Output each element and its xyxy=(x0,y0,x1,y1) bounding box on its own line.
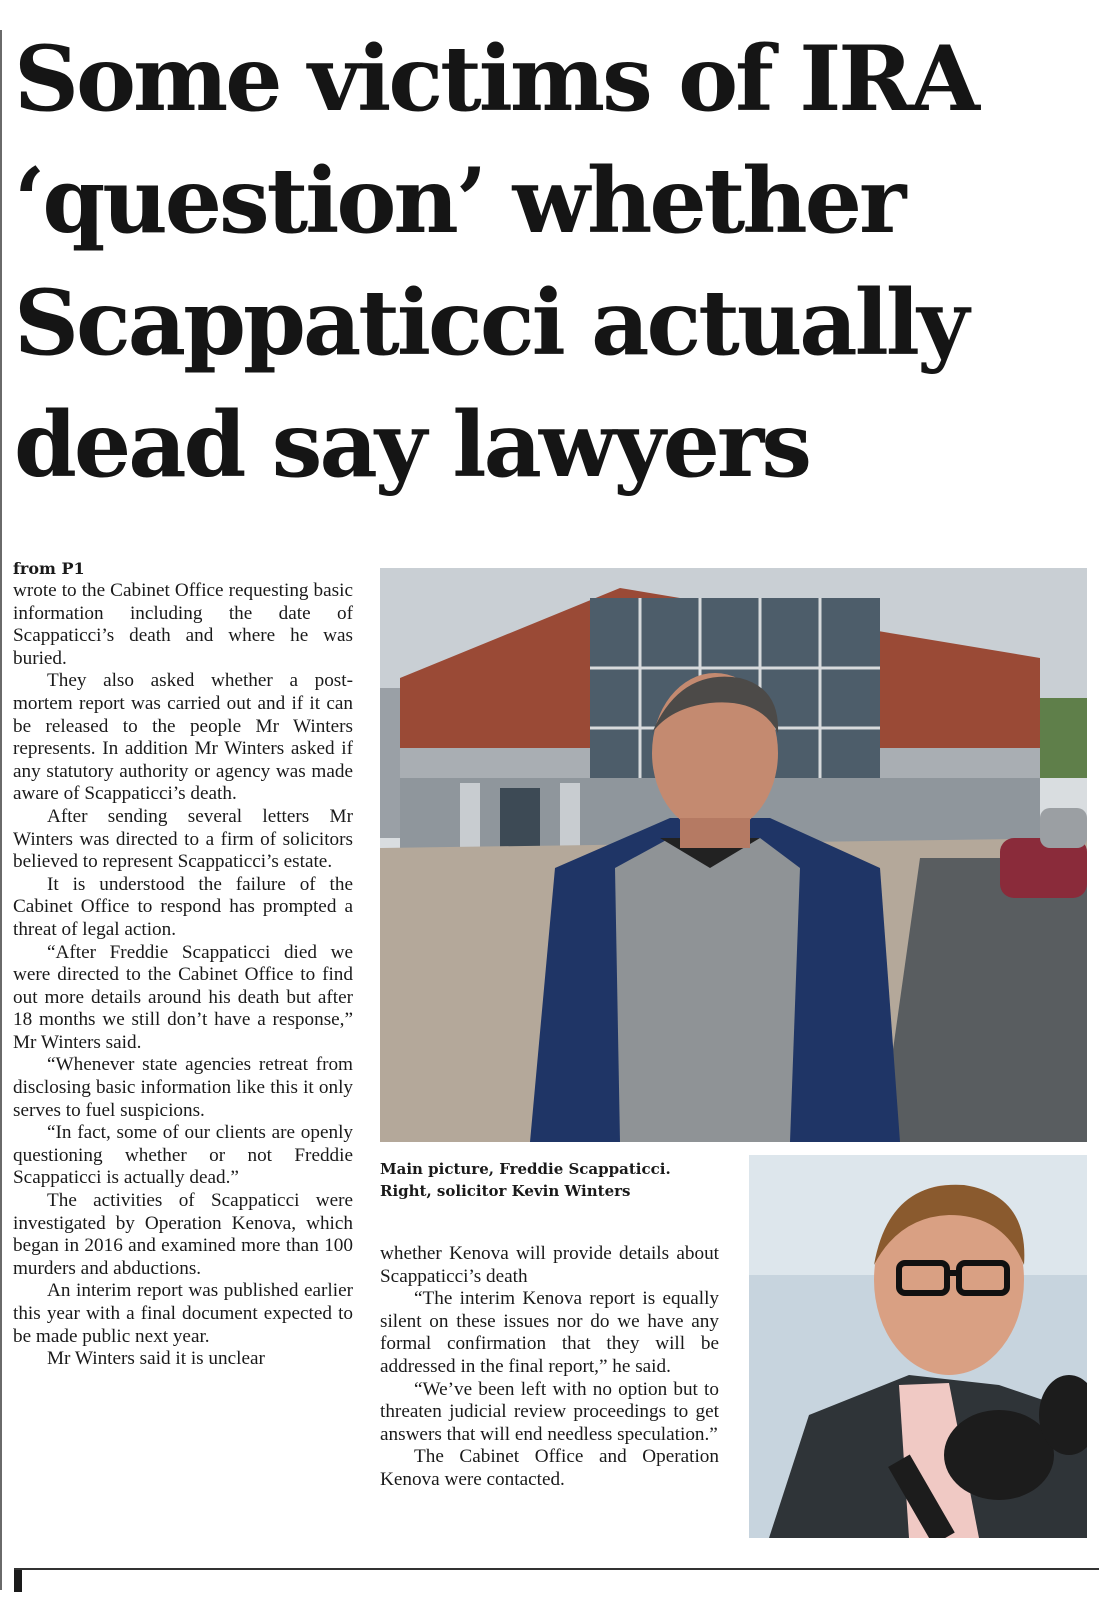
bottom-rule xyxy=(14,1568,1099,1570)
solicitor-photo xyxy=(749,1155,1087,1538)
caption-line-2: Right, solicitor Kevin Winters xyxy=(380,1182,631,1200)
paragraph: “In fact, some of our clients are openly questioning whether or not Freddie Scappaticci is actually dead.” xyxy=(13,1122,353,1189)
headline-line-2: ‘question’ whether xyxy=(14,148,904,254)
headline xyxy=(14,18,1094,506)
section-marker xyxy=(14,1570,22,1592)
left-column-rule xyxy=(0,30,2,1590)
main-photo xyxy=(380,568,1087,1142)
headline-line-3: Scappaticci actually xyxy=(14,270,967,376)
paragraph: “We’ve been left with no option but to threaten judicial review proceedings to get answers that will end needless speculation.” xyxy=(380,1378,719,1445)
continuation-byline: from P1 xyxy=(13,559,85,578)
paragraph: It is understood the failure of the Cabinet Office to respond has prompted a threat of legal action. xyxy=(13,873,353,940)
paragraph: The activities of Scappaticci were investigated by Operation Kenova, which began in 2016 and examined more than 100 murders and abductions. xyxy=(13,1190,353,1279)
paragraph: The Cabinet Office and Operation Kenova were contacted. xyxy=(380,1446,719,1490)
article-column-right xyxy=(380,1243,719,1492)
caption-line-1: Main picture, Freddie Scappaticci. xyxy=(380,1160,671,1178)
headline-line-1: Some victims of IRA xyxy=(14,26,977,132)
paragraph: “After Freddie Scappaticci died we were directed to the Cabinet Office to find out more details around his death but after 18 months we still don’t have a response,” Mr Winters said. xyxy=(13,941,353,1053)
paragraph: wrote to the Cabinet Office requesting basic information including the date of Scappaticci’s death and where he was buried. xyxy=(13,580,353,669)
paragraph: whether Kenova will provide details about Scappaticci’s death xyxy=(380,1243,719,1287)
paragraph: An interim report was published earlier this year with a final document expected to be made public next year. xyxy=(13,1280,353,1347)
paragraph: Mr Winters said it is unclear xyxy=(47,1348,265,1370)
paragraph: “Whenever state agencies retreat from disclosing basic information like this it only serves to fuel suspicions. xyxy=(13,1054,353,1121)
paragraph: “The interim Kenova report is equally silent on these issues nor do we have any formal confirmation that they will be addressed in the final report,” he said. xyxy=(380,1288,719,1377)
photo-caption xyxy=(380,1158,720,1202)
headline-line-4: dead say lawyers xyxy=(14,392,810,498)
paragraph: After sending several letters Mr Winters was directed to a firm of solicitors believed to represent Scappaticci’s estate. xyxy=(13,805,353,873)
paragraph: They also asked whether a post-mortem report was carried out and if it can be released to the people Mr Winters represents. In addition Mr Winters asked if any statutory authority or agency was made aware of Scappaticci’s death. xyxy=(13,670,353,805)
article-column-left xyxy=(13,558,353,1371)
